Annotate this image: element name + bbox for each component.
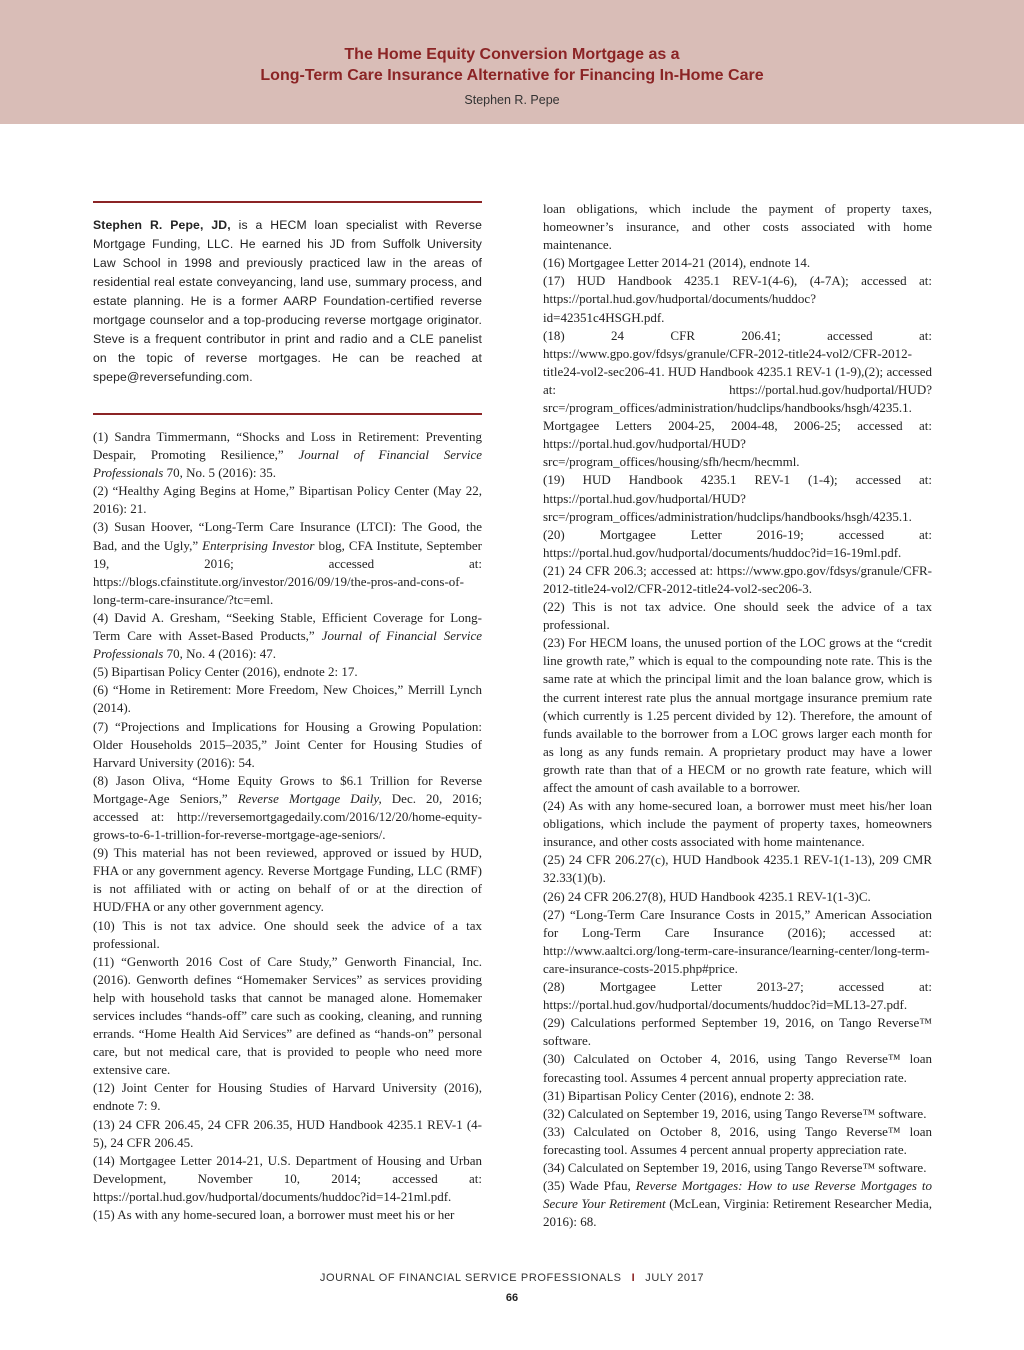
bio-text: is a HECM loan specialist with Reverse Mortgage Funding, LLC. He earned his JD from Suffolk University Law School in 1998 and previously practiced law in the areas of residential real estate conveyancing, land use, summary process, and estate planning. He is a former AARP Foundation-certified reverse mortgage counselor and a top-producing reverse mortgage originator. Steve is a frequent contributor in print and radio and a CLE panelist on the topic of reverse mortgages. He can be reached at spepe@reversefunding.com.	[93, 218, 482, 384]
endnote: (26) 24 CFR 206.27(8), HUD Handbook 4235.1 REV-1(1-3)C.	[543, 888, 871, 904]
bio-author-name: Stephen R. Pepe, JD,	[93, 218, 231, 232]
endnote: (8) Jason Oliva, “Home Equity Grows to $6.1 Trillion for Reverse Mortgage-Age Seniors,” Reverse Mortgage Daily, Dec. 20, 2016; accessed at: http://reversemortgagedaily.com/2016/12/20/home-equity-grows-to-6-1-trillion-for-reverse-mortgage-age-seniors/.	[93, 772, 482, 843]
article-author: Stephen R. Pepe	[464, 93, 560, 107]
endnote: (22) This is not tax advice. One should seek the advice of a tax professional.	[543, 599, 932, 633]
endnote: (16) Mortgagee Letter 2014-21 (2014), endnote 14.	[543, 255, 811, 271]
endnote: (14) Mortgagee Letter 2014-21, U.S. Department of Housing and Urban Development, November 10, 2014; accessed at: https://portal.hud.gov/hudportal/documents/huddoc?id=14-21ml.pdf.	[93, 1152, 482, 1204]
endnote: (20) Mortgagee Letter 2016-19; accessed at: https://portal.hud.gov/hudportal/documents/huddoc?id=16-19ml.pdf.	[543, 526, 932, 560]
endnote: (11) “Genworth 2016 Cost of Care Study,” Genworth Financial, Inc. (2016). Genworth defines “Homemaker Services” as services providing help with household tasks that cannot be managed alone. Homemaker services includes “hands-off” care such as cooking, cleaning, and running errands. “Home Health Aid Services” are defined as “hands-on” personal care, but not medical care, that is provided to people who need more extensive care.	[93, 953, 482, 1078]
endnote: (31) Bipartisan Policy Center (2016), endnote 2: 38.	[543, 1087, 815, 1103]
endnote: (12) Joint Center for Housing Studies of Harvard University (2016), endnote 7: 9.	[93, 1080, 482, 1114]
endnote: (21) 24 CFR 206.3; accessed at: https://www.gpo.gov/fdsys/granule/CFR-2012-title24-vol2/CFR-2012-title24-vol2-sec206-3.	[543, 562, 932, 596]
endnote: (24) As with any home-secured loan, a borrower must meet his/her loan obligations, which include the payment of property taxes, homeowners insurance, and other costs associated with home maintenance.	[543, 798, 932, 850]
endnote: (34) Calculated on September 19, 2016, using Tango Reverse™ software.	[543, 1159, 927, 1175]
endnote: (10) This is not tax advice. One should seek the advice of a tax professional.	[93, 917, 482, 951]
bio-top-rule	[93, 201, 482, 203]
endnote: (27) “Long-Term Care Insurance Costs in 2015,” American Association for Long-Term Care Insurance (2016); accessed at: http://www.aaltci.org/long-term-care-insurance/learning-center/long-term-care-insurance-costs-2015.php#price.	[543, 906, 932, 976]
endnotes-right-column	[543, 200, 932, 1230]
bio-bottom-rule	[93, 413, 482, 415]
endnote: (25) 24 CFR 206.27(c), HUD Handbook 4235.1 REV-1(1-13), 209 CMR 32.33(1)(b).	[543, 852, 932, 886]
header-banner	[0, 0, 1024, 124]
article-title-line-1: The Home Equity Conversion Mortgage as a	[344, 46, 680, 63]
endnote: (15) As with any home-secured loan, a borrower must meet his or her	[93, 1207, 455, 1223]
endnote: (30) Calculated on October 4, 2016, using Tango Reverse™ loan forecasting tool. Assumes 4 percent annual property appreciation rate.	[543, 1051, 932, 1085]
footer-separator: I	[631, 1272, 636, 1284]
page-number: 66	[505, 1292, 519, 1304]
endnote: (6) “Home in Retirement: More Freedom, New Choices,” Merrill Lynch (2014).	[93, 682, 482, 716]
endnote: (5) Bipartisan Policy Center (2016), endnote 2: 17.	[93, 664, 358, 680]
endnote: (23) For HECM loans, the unused portion of the LOC grows at the “credit line growth rate,” which is equal to the compounding note rate. This is the same rate at which the principal limit and the loan balance grow, which is the current interest rate plus the annual mortgage insurance premium rate (which currently is 1.25 percent divided by 12). Therefore, the amount of funds available to the borrower from a LOC grows larger each month for as long as any funds remain. A proprietary product may have a lower growth rate than that of a HECM or no growth rate feature, which will affect the amount of cash available to a borrower.	[543, 635, 932, 795]
page-footer	[0, 1272, 1024, 1284]
endnote: (32) Calculated on September 19, 2016, using Tango Reverse™ software.	[543, 1105, 927, 1121]
endnote: (2) “Healthy Aging Begins at Home,” Bipartisan Policy Center (May 22, 2016): 21.	[93, 483, 482, 517]
endnote: (13) 24 CFR 206.45, 24 CFR 206.35, HUD Handbook 4235.1 REV-1 (4-5), 24 CFR 206.45.	[93, 1116, 482, 1150]
endnote: (33) Calculated on October 8, 2016, using Tango Reverse™ loan forecasting tool. Assumes 4 percent annual property appreciation rate.	[543, 1123, 932, 1157]
footer-date: JULY 2017	[645, 1272, 705, 1284]
endnote: (17) HUD Handbook 4235.1 REV-1(4-6), (4-7A); accessed at: https://portal.hud.gov/hudportal/documents/huddoc?id=42351c4HSGH.pdf.	[543, 273, 932, 325]
endnote: (9) This material has not been reviewed, approved or issued by HUD, FHA or any government agency. Reverse Mortgage Funding, LLC (RMF) is not affiliated with or acting on behalf of or at the direction of HUD/FHA or any other government agency.	[93, 845, 482, 915]
endnote: (1) Sandra Timmermann, “Shocks and Loss in Retirement: Preventing Despair, Promoting Resilience,” Journal of Financial Service Professionals 70, No. 5 (2016): 35.	[93, 429, 482, 481]
endnotes-left-column	[93, 428, 482, 1228]
endnote: (18) 24 CFR 206.41; accessed at: https://www.gpo.gov/fdsys/granule/CFR-2012-title24-vol2/CFR-2012-title24-vol2-sec206-41. HUD Handbook 4235.1 REV-1 (1-9),(2); accessed at: https://portal.hud.gov/hudportal/HUD?src=/program_offices/administration/hudclips/handbooks/hsgh/4235.1. Mortgagee Letters 2004-25, 2004-48, 2006-25; accessed at: https://portal.hud.gov/hudportal/HUD?src=/program_offices/housing/sfh/hecm/hecmml.	[543, 327, 932, 470]
endnote: (19) HUD Handbook 4235.1 REV-1 (1-4); accessed at: https://portal.hud.gov/hudportal/HUD?src=/program_offices/administration/hudclips/handbooks/hsgh/4235.1.	[543, 472, 932, 524]
footer-journal-name: JOURNAL OF FINANCIAL SERVICE PROFESSIONALS	[319, 1272, 622, 1284]
endnote: (7) “Projections and Implications for Housing a Growing Population: Older Households 2015–2035,” Joint Center for Housing Studies of Harvard University (2016): 54.	[93, 718, 482, 770]
endnote: (35) Wade Pfau, Reverse Mortgages: How to use Reverse Mortgages to Secure Your Retirement (McLean, Virginia: Retirement Researcher Media, 2016): 68.	[543, 1178, 932, 1230]
endnote: (29) Calculations performed September 19, 2016, on Tango Reverse™ software.	[543, 1015, 932, 1049]
endnote: (3) Susan Hoover, “Long-Term Care Insurance (LTCI): The Good, the Bad, and the Ugly,” Enterprising Investor blog, CFA Institute, September 19, 2016; accessed at: https://blogs.cfainstitute.org/investor/2016/09/19/the-pros-and-cons-of-long-term-care-insurance/?tc=eml.	[93, 519, 482, 607]
author-bio	[93, 216, 482, 387]
endnote: (28) Mortgagee Letter 2013-27; accessed at: https://portal.hud.gov/hudportal/documents/huddoc?id=ML13-27.pdf.	[543, 979, 932, 1013]
endnote: (4) David A. Gresham, “Seeking Stable, Efficient Coverage for Long-Term Care with Asset-Based Products,” Journal of Financial Service Professionals 70, No. 4 (2016): 47.	[93, 609, 483, 662]
article-title-line-2: Long-Term Care Insurance Alternative for Financing In-Home Care	[260, 67, 764, 84]
endnote: loan obligations, which include the payment of property taxes, homeowner’s insurance, and other costs associated with home maintenance.	[543, 201, 932, 253]
